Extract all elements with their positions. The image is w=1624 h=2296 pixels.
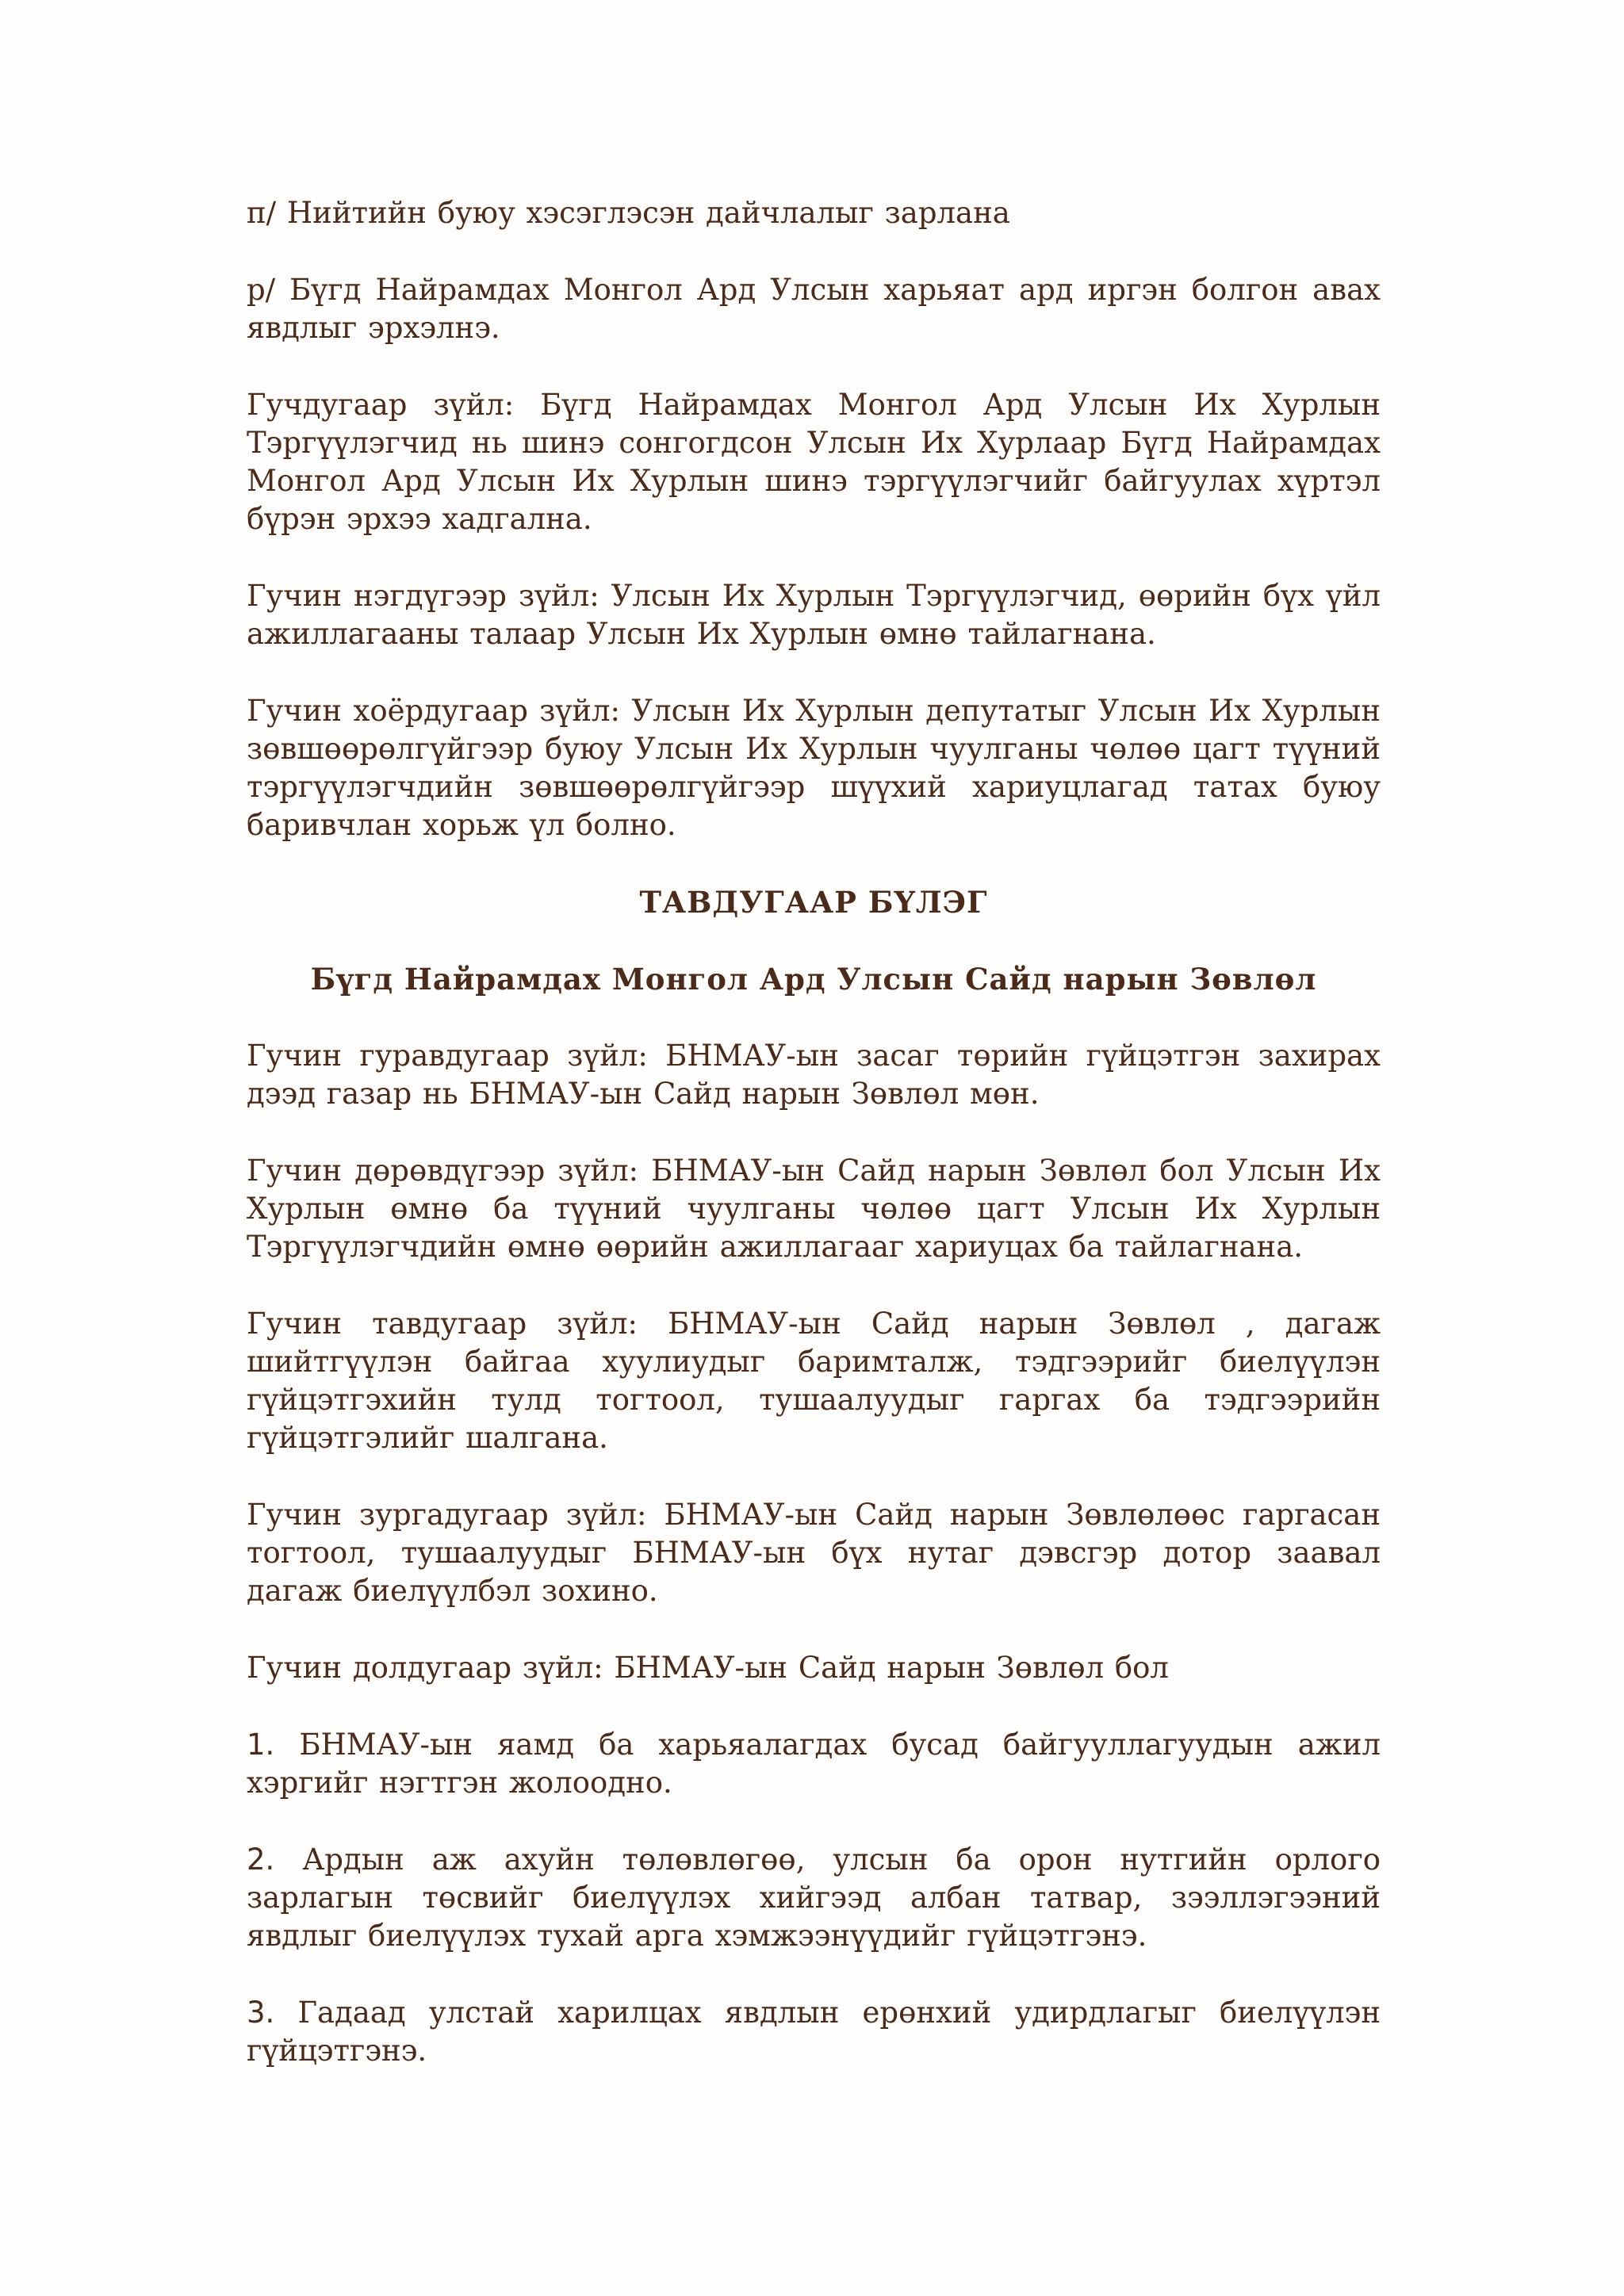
paragraph-article-33: Гучин гуравдугаар зүйл: БНМАУ-ын засаг төрийн гүйцэтгэн захирах дээд газар нь БНМАУ-ын Сайд нарын Зөвлөл мөн. [247,1039,1381,1111]
list-item-text: Гадаад улстай харилцах явдлын ерөнхий удирдлагыг биелүүлэн гүйцэтгэнэ. [247,1996,1381,2068]
list-item-text: БНМАУ-ын яамд ба харьяалагдах бусад байгууллагуудын ажил хэргийг нэгтгэн жолоодно. [247,1728,1381,1800]
list-item-number: 1. [247,1728,275,1762]
paragraph-article-32: Гучин хоёрдугаар зүйл: Улсын Их Хурлын депутатыг Улсын Их Хурлын зөвшөөрөлгүйгээр буюу Улсын Их Хурлын чуулганы чөлөө цагт түүний тэргүүлэгчдийн зөвшөөрөлгүйгээр шүүхий хариуцлагад татах буюу баривчлан хорьж үл болно. [247,694,1381,842]
chapter-subheading: Бүгд Найрамдах Монгол Ард Улсын Сайд нарын Зөвлөл [310,962,1317,997]
chapter-heading: ТАВДУГААР БҮЛЭГ [639,885,988,920]
document-body [247,194,1381,2109]
paragraph-article-37: Гучин долдугаар зүйл: БНМАУ-ын Сайд нарын Зөвлөл бол [247,1651,1169,1685]
paragraph-article-31: Гучин нэгдүгээр зүйл: Улсын Их Хурлын Тэргүүлэгчид, өөрийн бүх үйл ажиллагааны талаар Улсын Их Хурлын өмнө тайлагнана. [247,579,1381,651]
list-item-number: 3. [247,1996,275,2030]
list-item [247,1841,1381,1955]
list-item [247,1994,1381,2070]
paragraph-article-34: Гучин дөрөвдүгээр зүйл: БНМАУ-ын Сайд нарын Зөвлөл бол Улсын Их Хурлын өмнө ба түүний чуулганы чөлөө цагт Улсын Их Хурлын Тэргүүлэгчдийн өмнө өөрийн ажиллагааг хариуцах ба тайлагнана. [247,1154,1381,1264]
list-item [247,1726,1381,1802]
paragraph-article-30: Гучдугаар зүйл: Бүгд Найрамдах Монгол Ард Улсын Их Хурлын Тэргүүлэгчид нь шинэ сонгогдсон Улсын Их Хурлаар Бүгд Найрамдах Монгол Ард Улсын Их Хурлын шинэ тэргүүлэгчийг байгуулах хүртэл бүрэн эрхээ хадгална. [247,388,1381,536]
list-item-number: 2. [247,1843,275,1877]
list-item-text: Ардын аж ахуйн төлөвлөгөө, улсын ба орон нутгийн орлого зарлагын төсвийг биелүүлэх хийгээд албан татвар, зээллэгээний явдлыг биелүүлэх тухай арга хэмжээнүүдийг гүйцэтгэнэ. [247,1843,1381,1953]
paragraph-item-r: р/ Бүгд Найрамдах Монгол Ард Улсын харьяат ард иргэн болгон авах явдлыг эрхэлнэ. [247,273,1381,345]
paragraph-item-p: п/ Нийтийн буюу хэсэглэсэн дайчлалыг зарлана [247,196,1010,230]
paragraph-article-36: Гучин зургадугаар зүйл: БНМАУ-ын Сайд нарын Зөвлөлөөс гаргасан тогтоол, тушаалуудыг БНМАУ-ын бүх нутаг дэвсгэр дотор заавал дагаж биелүүлбэл зохино. [247,1498,1381,1608]
paragraph-article-35: Гучин тавдугаар зүйл: БНМАУ-ын Сайд нарын Зөвлөл , дагаж шийтгүүлэн байгаа хуулиудыг баримталж, тэдгээрийг биелүүлэн гүйцэтгэхийн тулд тогтоол, тушаалуудыг гаргах ба тэдгээрийн гүйцэтгэлийг шалгана. [247,1307,1381,1455]
